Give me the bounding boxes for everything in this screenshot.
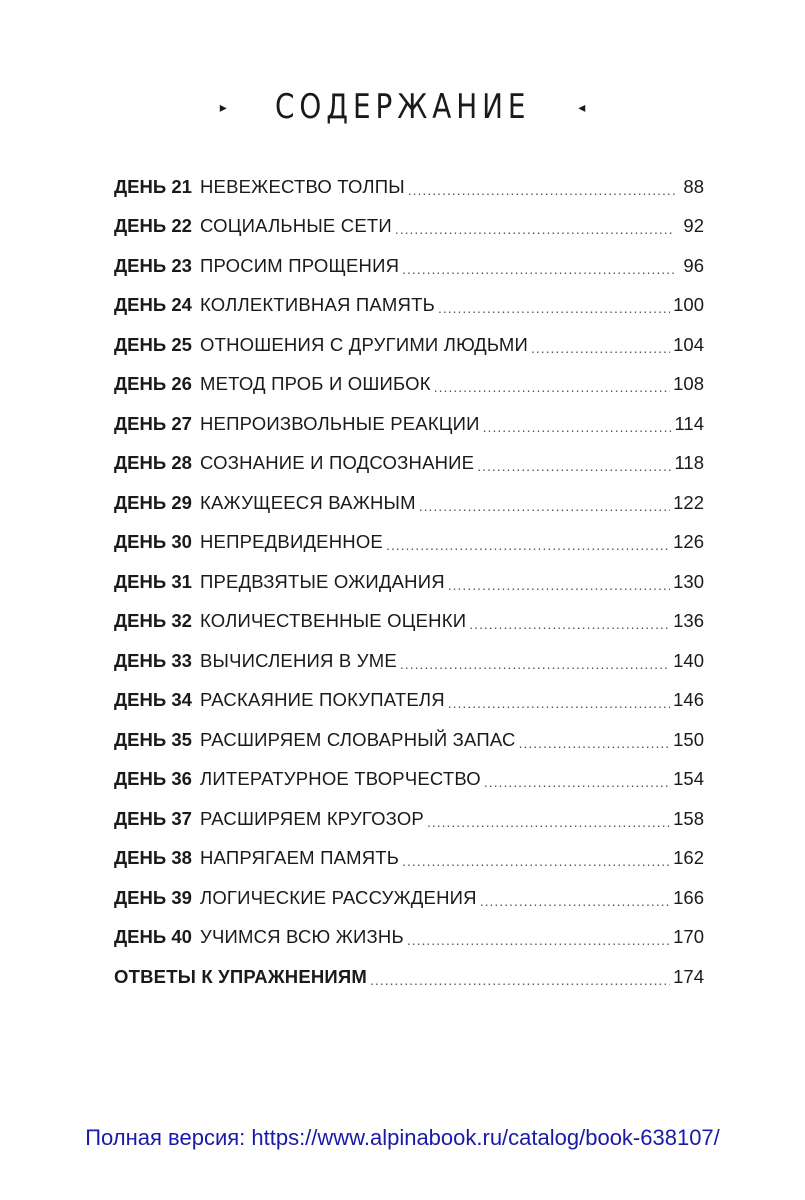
toc-chapter-title: ЛОГИЧЕСКИЕ РАССУЖДЕНИЯ xyxy=(200,886,477,908)
toc-day-label: ДЕНЬ 22 xyxy=(114,215,192,237)
toc-dot-leader xyxy=(477,458,671,474)
left-triangle-icon: ◂ xyxy=(578,98,586,115)
page-title xyxy=(0,82,805,132)
toc-page-number: 150 xyxy=(673,728,704,750)
toc-entry[interactable] xyxy=(114,878,704,918)
toc-dot-leader xyxy=(402,261,675,277)
toc-dot-leader xyxy=(386,537,670,553)
toc-page-number: 126 xyxy=(673,531,704,553)
toc-chapter-title: КОЛИЧЕСТВЕННЫЕ ОЦЕНКИ xyxy=(200,610,467,632)
toc-entry[interactable] xyxy=(114,325,704,365)
toc-entry[interactable] xyxy=(114,681,704,721)
toc-day-label: ДЕНЬ 40 xyxy=(114,926,192,948)
toc-chapter-title: НЕПРЕДВИДЕННОЕ xyxy=(200,531,383,553)
toc-dot-leader xyxy=(531,340,670,356)
title-text: СОДЕРЖАНИЕ xyxy=(274,87,531,127)
toc-day-label: ДЕНЬ 23 xyxy=(114,254,192,276)
toc-page-number: 136 xyxy=(673,610,704,632)
toc-chapter-title: ЛИТЕРАТУРНОЕ ТВОРЧЕСТВО xyxy=(200,768,481,790)
toc-page-number: 174 xyxy=(673,965,704,987)
toc-entry[interactable] xyxy=(114,562,704,602)
toc-page-number: 100 xyxy=(673,294,704,316)
toc-entry[interactable] xyxy=(114,760,704,800)
toc-entry[interactable] xyxy=(114,641,704,681)
toc-entry[interactable] xyxy=(114,602,704,642)
toc-dot-leader xyxy=(408,182,675,198)
toc-dot-leader xyxy=(448,695,670,711)
toc-dot-leader xyxy=(419,498,670,514)
toc-chapter-title: ПРОСИМ ПРОЩЕНИЯ xyxy=(200,254,400,276)
toc-page-number: 154 xyxy=(673,768,704,790)
toc-entry[interactable] xyxy=(114,286,704,326)
toc-chapter-title: ПРЕДВЗЯТЫЕ ОЖИДАНИЯ xyxy=(200,570,445,592)
toc-page-number: 162 xyxy=(673,847,704,869)
toc-entry[interactable] xyxy=(114,720,704,760)
toc-entry[interactable] xyxy=(114,483,704,523)
full-version-link[interactable]: Полная версия: https://www.alpinabook.ru/catalog/book-638107/ xyxy=(85,1125,720,1150)
toc-day-label: ДЕНЬ 30 xyxy=(114,531,192,553)
toc-day-label: ДЕНЬ 24 xyxy=(114,294,192,316)
toc-entry[interactable] xyxy=(114,839,704,879)
toc-entry[interactable] xyxy=(114,444,704,484)
toc-day-label: ДЕНЬ 27 xyxy=(114,412,192,434)
toc-page-number: 140 xyxy=(673,649,704,671)
toc-chapter-title: НЕПРОИЗВОЛЬНЫЕ РЕАКЦИИ xyxy=(200,412,480,434)
toc-chapter-title: УЧИМСЯ ВСЮ ЖИЗНЬ xyxy=(200,926,404,948)
toc-page-number: 170 xyxy=(673,926,704,948)
toc-entry[interactable] xyxy=(114,246,704,286)
toc-page-number: 118 xyxy=(674,452,704,474)
toc-entry[interactable] xyxy=(114,799,704,839)
toc-day-label: ДЕНЬ 37 xyxy=(114,807,192,829)
toc-chapter-title: НЕВЕЖЕСТВО ТОЛПЫ xyxy=(200,175,405,197)
toc-dot-leader xyxy=(480,893,670,909)
toc-dot-leader xyxy=(402,853,670,869)
toc-dot-leader xyxy=(407,932,670,948)
toc-entry[interactable] xyxy=(114,404,704,444)
toc-dot-leader xyxy=(427,814,670,830)
toc-chapter-title: НАПРЯГАЕМ ПАМЯТЬ xyxy=(200,847,400,869)
toc-chapter-title: ВЫЧИСЛЕНИЯ В УМЕ xyxy=(200,649,397,671)
toc-dot-leader xyxy=(395,221,675,237)
toc-day-label: ДЕНЬ 36 xyxy=(114,768,192,790)
toc-dot-leader xyxy=(438,300,670,316)
toc-entry[interactable] xyxy=(114,918,704,958)
toc-dot-leader xyxy=(370,972,670,988)
toc-page-number: 96 xyxy=(683,254,704,276)
toc-dot-leader xyxy=(469,616,670,632)
toc-chapter-title: РАСШИРЯЕМ СЛОВАРНЫЙ ЗАПАС xyxy=(200,728,516,750)
toc-day-label: ДЕНЬ 39 xyxy=(114,886,192,908)
toc-day-label: ДЕНЬ 33 xyxy=(114,649,192,671)
toc-day-label: ДЕНЬ 38 xyxy=(114,847,192,869)
toc-page-number: 146 xyxy=(673,689,704,711)
toc-page-number: 108 xyxy=(673,373,704,395)
toc-dot-leader xyxy=(483,419,672,435)
toc-chapter-title: ОТНОШЕНИЯ С ДРУГИМИ ЛЮДЬМИ xyxy=(200,333,528,355)
toc-chapter-title: ОТВЕТЫ К УПРАЖНЕНИЯМ xyxy=(114,965,368,987)
toc-day-label: ДЕНЬ 32 xyxy=(114,610,192,632)
toc-chapter-title: КОЛЛЕКТИВНАЯ ПАМЯТЬ xyxy=(200,294,435,316)
toc-day-label: ДЕНЬ 25 xyxy=(114,333,192,355)
toc-day-label: ДЕНЬ 21 xyxy=(114,175,192,197)
toc-chapter-title: КАЖУЩЕЕСЯ ВАЖНЫМ xyxy=(200,491,416,513)
toc-dot-leader xyxy=(448,577,670,593)
toc-chapter-title: СОЦИАЛЬНЫЕ СЕТИ xyxy=(200,215,392,237)
toc-day-label: ДЕНЬ 29 xyxy=(114,491,192,513)
toc-day-label: ДЕНЬ 26 xyxy=(114,373,192,395)
toc-page-number: 122 xyxy=(673,491,704,513)
toc-chapter-title: СОЗНАНИЕ И ПОДСОЗНАНИЕ xyxy=(200,452,475,474)
toc-day-label: ДЕНЬ 28 xyxy=(114,452,192,474)
toc-entry[interactable] xyxy=(114,207,704,247)
toc-chapter-title: РАСКАЯНИЕ ПОКУПАТЕЛЯ xyxy=(200,689,445,711)
toc-page-number: 114 xyxy=(674,412,704,434)
toc-dot-leader xyxy=(400,656,670,672)
right-triangle-icon: ▸ xyxy=(219,98,227,115)
toc-page-number: 166 xyxy=(673,886,704,908)
toc-dot-leader xyxy=(519,735,671,751)
toc-entry[interactable] xyxy=(114,167,704,207)
toc-page-number: 158 xyxy=(673,807,704,829)
toc-page-number: 130 xyxy=(673,570,704,592)
toc-page-number: 104 xyxy=(673,333,704,355)
toc-day-label: ДЕНЬ 31 xyxy=(114,570,192,592)
toc-dot-leader xyxy=(434,379,670,395)
toc-entry-answers[interactable] xyxy=(114,957,704,997)
toc-chapter-title: МЕТОД ПРОБ И ОШИБОК xyxy=(200,373,431,395)
toc-dot-leader xyxy=(484,774,670,790)
toc-page-number: 92 xyxy=(683,215,704,237)
toc-chapter-title: РАСШИРЯЕМ КРУГОЗОР xyxy=(200,807,424,829)
toc-day-label: ДЕНЬ 34 xyxy=(114,689,192,711)
toc-page-number: 88 xyxy=(683,175,704,197)
toc-entry[interactable] xyxy=(114,523,704,563)
toc-day-label: ДЕНЬ 35 xyxy=(114,728,192,750)
table-of-contents xyxy=(114,167,704,997)
toc-entry[interactable] xyxy=(114,365,704,405)
